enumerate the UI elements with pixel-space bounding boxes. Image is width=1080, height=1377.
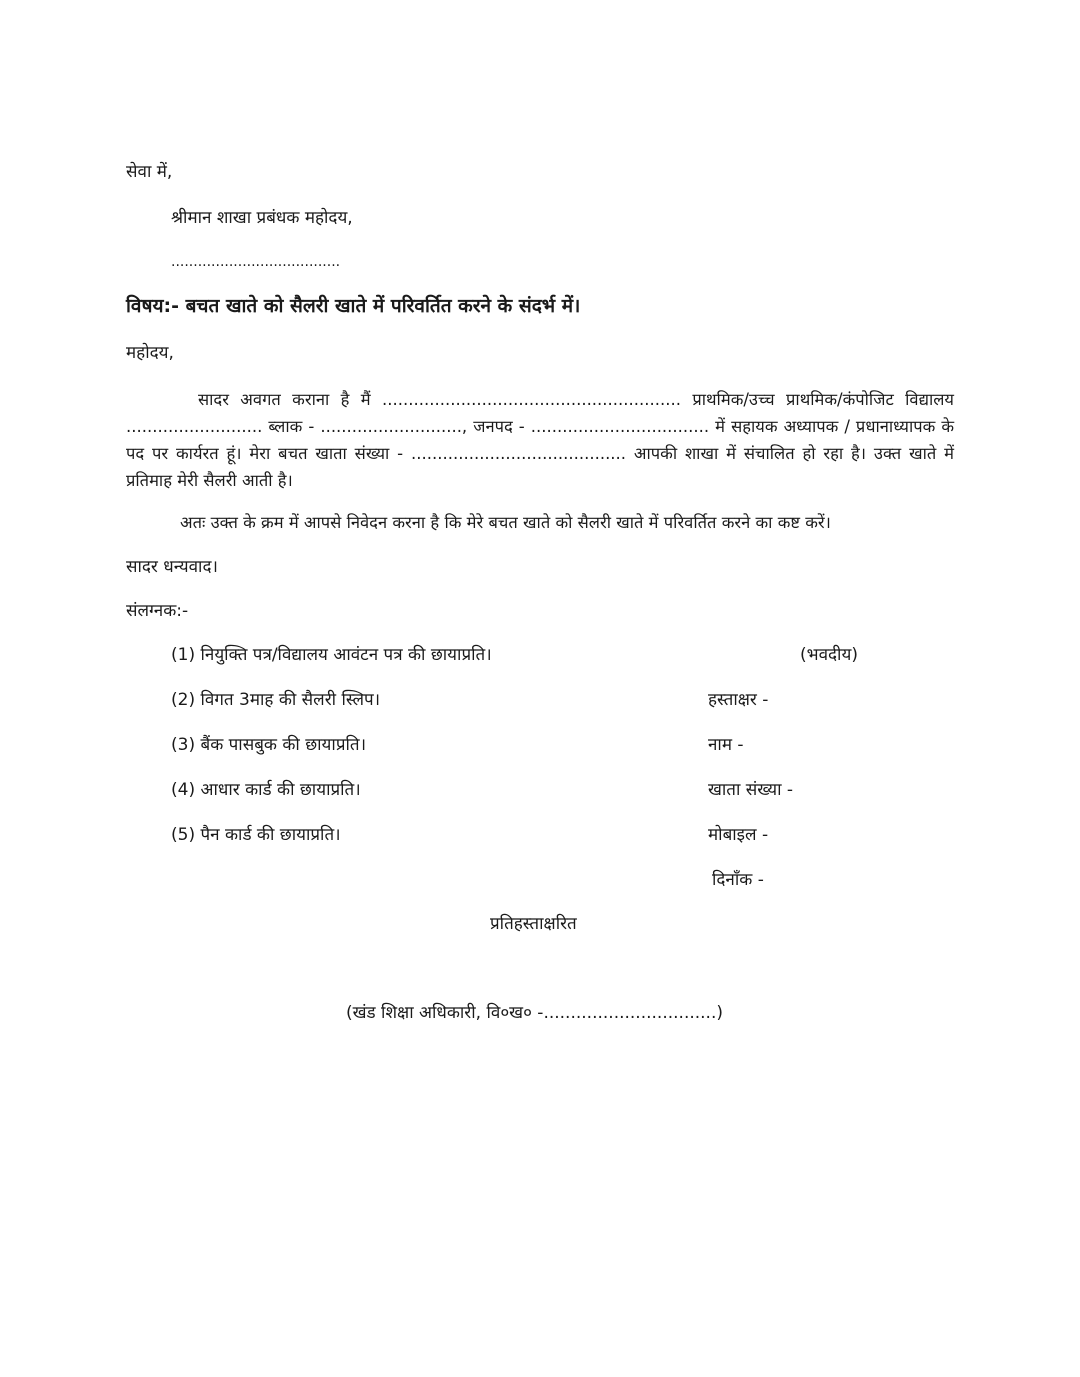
- salutation-to: सेवा में,: [126, 162, 173, 182]
- body-paragraph-text: सादर अवगत कराना है मैं ......................................................... प्राथमिक/उच्च प्राथमिक/कंपोजिट विद्यालय .......................... ब्लाक - ..........................., जनपद - .................................. में सहायक अध्यापक / प्रधानाध्यापक के पद पर कार्यरत हूं। मेरा बचत खाता संख्या - ......................................... आपकी शाखा में संचालित हो रहा है। उक्त खाते में प्रतिमाह मेरी सैलरी आती है।: [126, 390, 954, 490]
- enclosures-label: संलग्नक:-: [126, 601, 189, 621]
- request-paragraph: अतः उक्त के क्रम में आपसे निवेदन करना है कि मेरे बचत खाते को सैलरी खाते में परिवर्तित करने का कष्ट करें।: [180, 513, 831, 532]
- enclosure-item: (1) नियुक्ति पत्र/विद्यालय आवंटन पत्र की छायाप्रति।: [171, 645, 492, 665]
- mobile-field: मोबाइल -: [708, 825, 769, 845]
- countersigned-by: (खंड शिक्षा अधिकारी, वि०ख० -................................): [346, 1003, 723, 1023]
- name-field: नाम -: [708, 735, 744, 755]
- subject-line: विषय:- बचत खाते को सैलरी खाते में परिवर्तित करने के संदर्भ में।: [126, 295, 581, 317]
- enclosure-item: (3) बैंक पासबुक की छायाप्रति।: [171, 735, 367, 755]
- signoff: (भवदीय): [800, 645, 858, 665]
- date-field: दिनाँक -: [712, 870, 764, 890]
- countersigned-label: प्रतिहस्ताक्षरित: [490, 914, 577, 934]
- enclosure-item: (5) पैन कार्ड की छायाप्रति।: [171, 825, 341, 845]
- recipient-blank: ......................................: [171, 254, 341, 270]
- signature-field: हस्ताक्षर -: [708, 690, 769, 710]
- body-paragraph: [126, 386, 954, 494]
- enclosure-item: (2) विगत 3माह की सैलरी स्लिप।: [171, 690, 381, 710]
- enclosure-item: (4) आधार कार्ड की छायाप्रति।: [171, 780, 361, 800]
- greeting: महोदय,: [126, 343, 174, 363]
- account-number-field: खाता संख्या -: [708, 780, 794, 800]
- recipient: श्रीमान शाखा प्रबंधक महोदय,: [171, 208, 353, 228]
- thanks: सादर धन्यवाद।: [126, 557, 218, 577]
